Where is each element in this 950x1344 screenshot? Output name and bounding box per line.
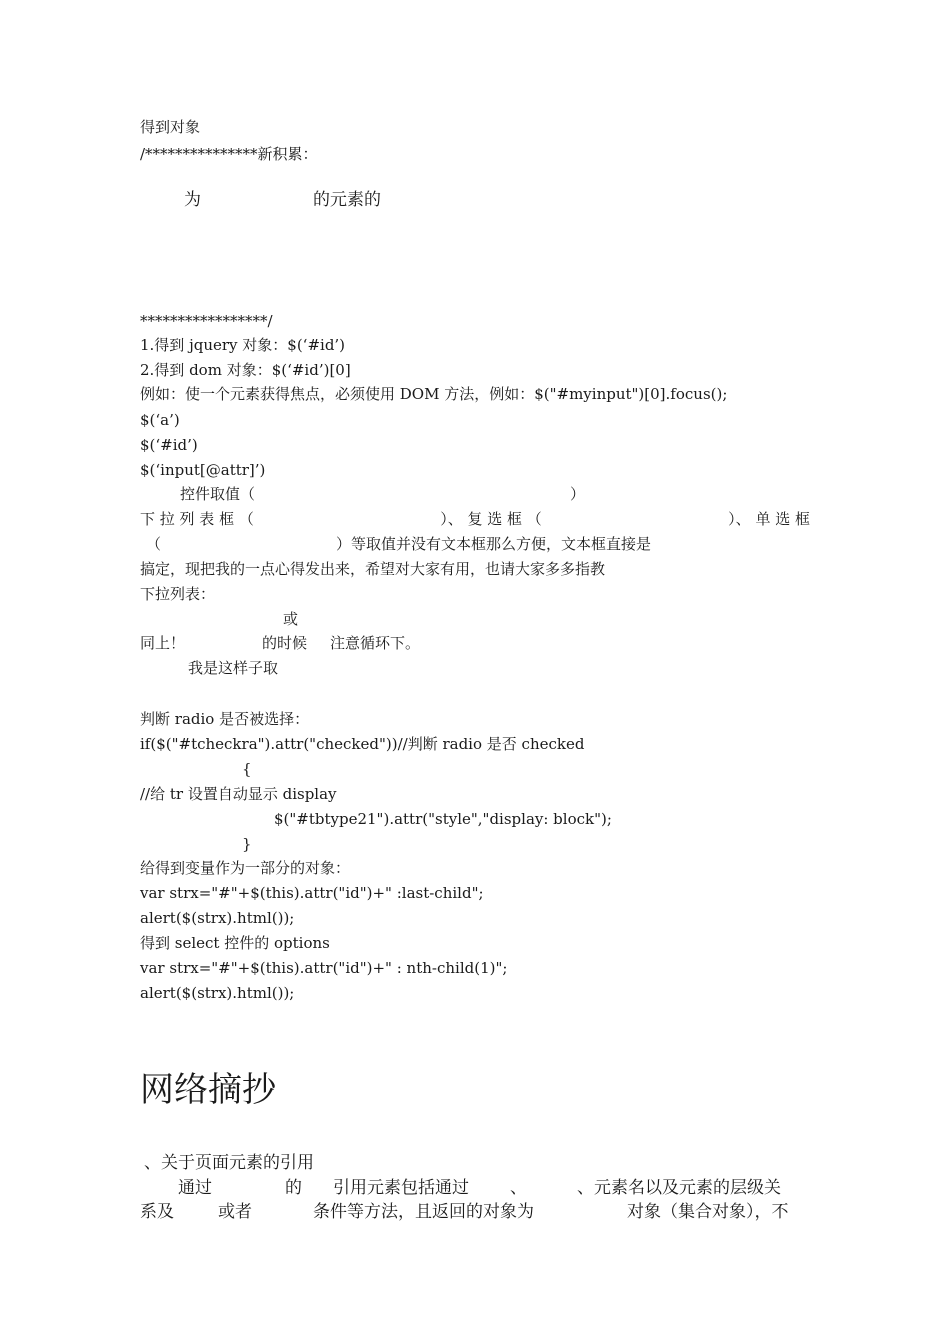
text-fragment: ）、 复 选 框 （	[440, 510, 542, 528]
text-fragment: 的元素的	[313, 190, 381, 210]
text-fragment: 、	[510, 1178, 527, 1198]
text-fragment: 下 拉 列 表 框 （	[140, 510, 254, 528]
text-fragment: 同上！	[140, 634, 186, 652]
text-fragment: 的时候	[262, 634, 308, 652]
code-line: alert($(strx).html());	[140, 984, 295, 1002]
text-fragment: 控件取值（	[180, 485, 256, 503]
text-fragment: ）、 单 选 框	[728, 510, 810, 528]
text-fragment: 的	[285, 1178, 302, 1198]
text-line: /***************新积累：	[140, 145, 318, 163]
text-fragment: 注意循环下。	[330, 634, 421, 652]
code-line: }	[242, 835, 252, 853]
text-fragment: 系及	[140, 1202, 174, 1222]
text-line: 给得到变量作为一部分的对象：	[140, 859, 351, 877]
section-heading: 网络摘抄	[140, 1070, 276, 1110]
text-fragment: 为	[184, 190, 201, 210]
text-line: 得到 select 控件的 options	[140, 934, 330, 952]
text-line: 例如：使一个元素获得焦点，必须使用 DOM 方法，例如：$("#myinput")[0].focus();	[140, 385, 728, 403]
text-fragment: ）	[570, 485, 586, 503]
text-line: 、关于页面元素的引用	[144, 1153, 314, 1173]
code-line: alert($(strx).html());	[140, 909, 295, 927]
text-line: 1.得到 jquery 对象：$(‘#id’)	[140, 336, 346, 354]
text-fragment: 或	[283, 610, 299, 628]
text-line: 搞定，现把我的一点心得发出来，希望对大家有用，也请大家多多指教	[140, 560, 606, 578]
text-line: 下拉列表：	[140, 585, 216, 603]
text-line: 判断 radio 是否被选择：	[140, 710, 310, 728]
text-fragment: 通过	[178, 1178, 212, 1198]
text-fragment: 引用元素包括通过	[333, 1178, 469, 1198]
text-line: $(‘input[@attr]’)	[140, 461, 266, 479]
code-line: if($("#tcheckra").attr("checked"))//判断 radio 是否 checked	[140, 735, 585, 753]
text-line: 得到对象	[140, 118, 201, 136]
text-fragment: 条件等方法，且返回的对象为	[313, 1202, 534, 1222]
text-line: *****************/	[140, 312, 273, 330]
code-line: //给 tr 设置自动显示 display	[140, 785, 337, 803]
justified-line	[140, 509, 810, 529]
text-line: $(‘#id’)	[140, 436, 198, 454]
text-fragment: ）等取值并没有文本框那么方便，文本框直接是	[336, 535, 652, 553]
text-fragment: 对象（集合对象），不	[627, 1202, 789, 1222]
text-fragment: 、元素名以及元素的层级关	[577, 1178, 781, 1198]
code-line: {	[242, 760, 252, 778]
text-fragment: 或者	[218, 1202, 252, 1222]
code-line: $("#tbtype21").attr("style","display: block");	[274, 810, 612, 828]
text-line: 我是这样子取	[188, 659, 279, 677]
text-line: 2.得到 dom 对象：$(‘#id’)[0]	[140, 361, 351, 379]
code-line: var strx="#"+$(this).attr("id")+" : nth-child(1)";	[140, 959, 508, 977]
code-line: var strx="#"+$(this).attr("id")+" :last-child";	[140, 884, 484, 902]
text-fragment: （	[146, 535, 162, 553]
text-line: $(‘a’)	[140, 411, 180, 429]
